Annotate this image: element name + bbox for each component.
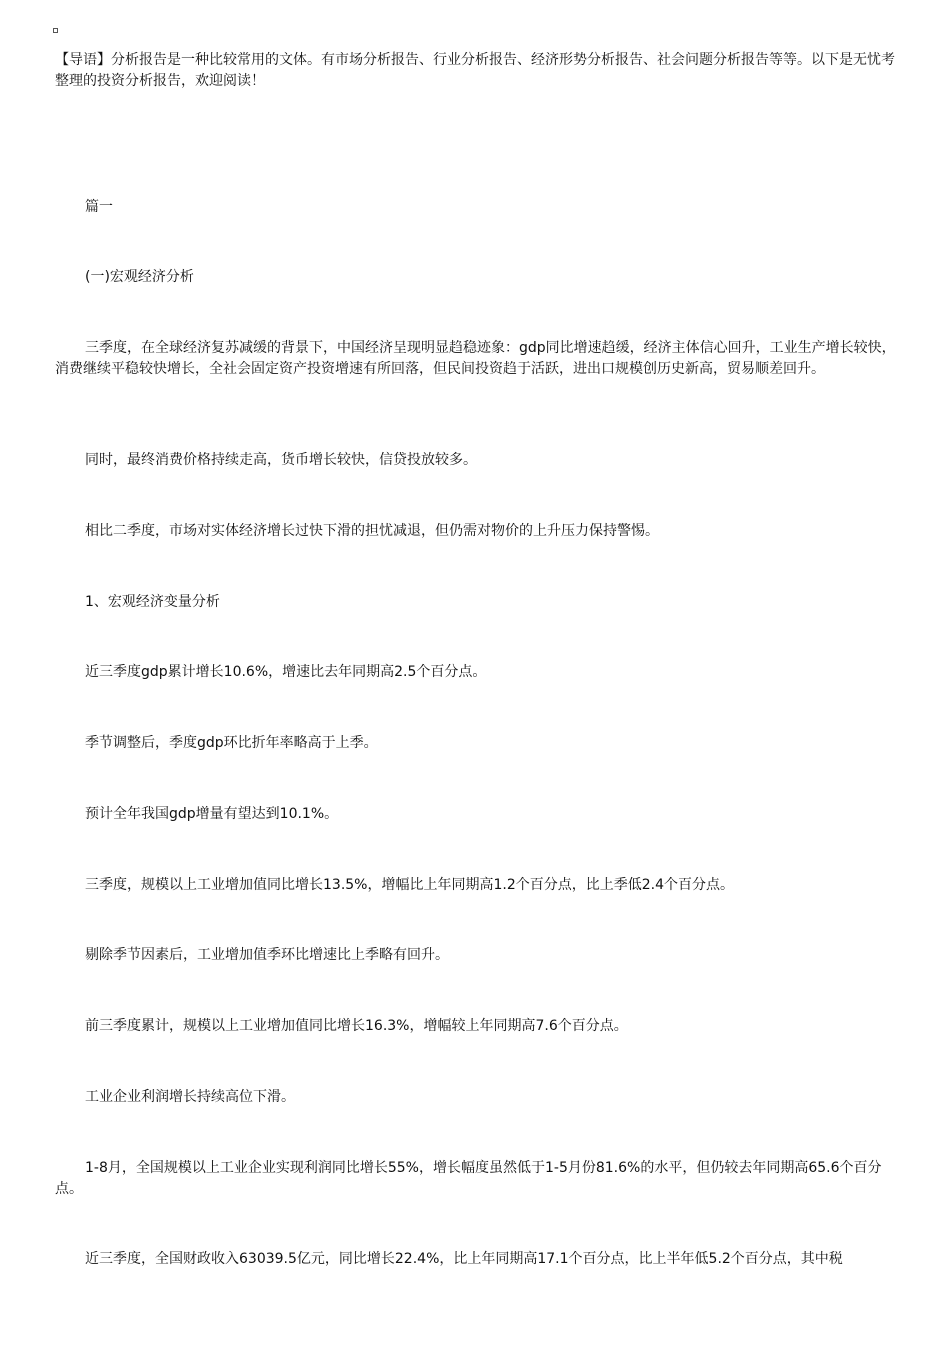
paragraph-industrial-cumulative: 前三季度累计，规模以上工业增加值同比增长16.3%，增幅较上年同期高7.6个百分点。	[85, 1018, 628, 1034]
checkbox-marker-icon	[53, 28, 58, 33]
paragraph-q3-overview: 三季度，在全球经济复苏减缓的背景下，中国经济呈现明显趋稳迹象：gdp同比增速趋缓，经济主体信心回升，工业生产增长较快，消费继续平稳较快增长，全社会固定资产投资增速有所回落，但民间投资趋于活跃，进出口规模创历史新高，贸易顺差回升。	[55, 340, 896, 377]
paragraph-seasonal: 季节调整后，季度gdp环比折年率略高于上季。	[85, 735, 378, 751]
paragraph-profit-decline: 工业企业利润增长持续高位下滑。	[85, 1089, 295, 1105]
paragraph-industrial-q3: 三季度，规模以上工业增加值同比增长13.5%，增幅比上年同期高1.2个百分点，比上季低2.4个百分点。	[85, 877, 735, 893]
paragraph-industrial-seasonal: 剔除季节因素后，工业增加值季环比增速比上季略有回升。	[85, 947, 449, 963]
paragraph-gdp-growth: 近三季度gdp累计增长10.6%，增速比去年同期高2.5个百分点。	[85, 664, 487, 680]
paragraph-prices: 同时，最终消费价格持续走高，货币增长较快，信贷投放较多。	[85, 452, 477, 468]
paragraph-compare-q2: 相比二季度，市场对实体经济增长过快下滑的担忧减退，但仍需对物价的上升压力保持警惕。	[85, 523, 659, 539]
intro-paragraph: 【导语】分析报告是一种比较常用的文体。有市场分析报告、行业分析报告、经济形势分析报告、社会问题分析报告等等。以下是无忧考整理的投资分析报告，欢迎阅读！	[55, 52, 895, 89]
paragraph-gdp-forecast: 预计全年我国gdp增量有望达到10.1%。	[85, 806, 339, 822]
section-heading-part-one: 篇一	[85, 199, 113, 215]
subsection-heading-macro: (一)宏观经济分析	[85, 269, 194, 285]
subsection-heading-variables: 1、宏观经济变量分析	[85, 594, 220, 610]
paragraph-fiscal-revenue: 近三季度，全国财政收入63039.5亿元，同比增长22.4%，比上年同期高17.1个百分点，比上半年低5.2个百分点，其中税	[85, 1251, 843, 1267]
paragraph-profit-jan-aug: 1-8月，全国规模以上工业企业实现利润同比增长55%，增长幅度虽然低于1-5月份81.6%的水平，但仍较去年同期高65.6个百分点。	[55, 1160, 882, 1197]
